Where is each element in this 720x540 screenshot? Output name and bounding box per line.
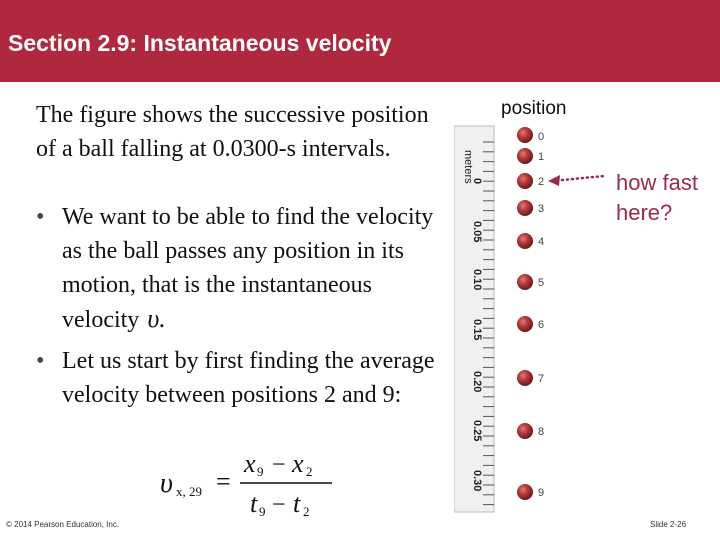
eq-equals: = [216, 467, 231, 496]
ball [517, 484, 533, 500]
ball-positions [517, 127, 533, 500]
bullet-item [36, 200, 456, 340]
ruler-label: 0 [471, 178, 483, 185]
annotation-line: here? [616, 200, 673, 225]
slide-number: Slide 2-26 [650, 520, 687, 529]
ball [517, 274, 533, 290]
ruler-label: 0.30 [471, 470, 483, 492]
title-bar [0, 0, 720, 82]
ball [517, 423, 533, 439]
position-label: position [501, 98, 567, 119]
eq-num-x2: x [292, 449, 304, 478]
eq-lhs: υ [160, 468, 173, 499]
eq-den-sub2: 2 [303, 504, 310, 519]
ball-number: 6 [538, 319, 545, 331]
eq-num-sub2: 2 [306, 464, 313, 479]
ball-number: 1 [538, 151, 545, 163]
eq-den-t2: t [293, 489, 301, 518]
ball-number: 9 [538, 487, 545, 499]
ball [517, 316, 533, 332]
ball [517, 200, 533, 216]
ball [517, 233, 533, 249]
bullet-text: Let us start by first finding the average velocity between positions 2 and 9: [62, 348, 435, 408]
bullet-text: We want to be able to find the velocity as the ball passes any position in its motion, that is the instantaneous velocity [62, 204, 434, 333]
bullet-marker: • [36, 348, 45, 374]
intro-text: The figure shows the successive position of a ball falling at 0.0300-s intervals. [36, 102, 429, 162]
eq-num-x9: x [244, 449, 256, 478]
velocity-symbol: υ. [147, 304, 166, 333]
bullet-item [36, 344, 456, 448]
ball-number: 7 [538, 373, 545, 385]
ruler-label: 0.05 [471, 221, 483, 243]
ball [517, 173, 533, 189]
ball [517, 370, 533, 386]
slide-title: Section 2.9: Instantaneous velocity [8, 30, 392, 56]
ball-number: 0 [538, 131, 545, 143]
eq-num-minus: − [272, 452, 286, 478]
eq-den-sub9: 9 [259, 504, 266, 519]
ball-number: 2 [538, 176, 545, 188]
bullet-content [62, 344, 452, 412]
eq-num-sub9: 9 [257, 464, 264, 479]
ruler-label: 0.15 [471, 319, 483, 341]
copyright-footer: © 2014 Pearson Education, Inc. [6, 520, 120, 529]
ball-number: 4 [538, 236, 545, 248]
eq-lhs-subscript: x, 29 [176, 484, 202, 499]
bullet-content [62, 200, 452, 337]
annotation-line: how fast [616, 170, 698, 195]
arrow-head-icon [548, 175, 560, 186]
ruler-label: 0.25 [471, 420, 483, 442]
ruler-label: 0.20 [471, 371, 483, 393]
ball [517, 148, 533, 164]
ball-number: 8 [538, 426, 545, 438]
bullet-marker: • [36, 204, 45, 230]
ball [517, 127, 533, 143]
ruler-unit-label: meters [462, 150, 474, 184]
ruler-label: 0.10 [471, 269, 483, 291]
ball-number: 3 [538, 203, 545, 215]
eq-den-t9: t [250, 489, 258, 518]
eq-den-minus: − [272, 492, 286, 518]
average-velocity-equation [160, 446, 360, 526]
how-fast-annotation [616, 168, 698, 228]
ball-number: 5 [538, 277, 545, 289]
